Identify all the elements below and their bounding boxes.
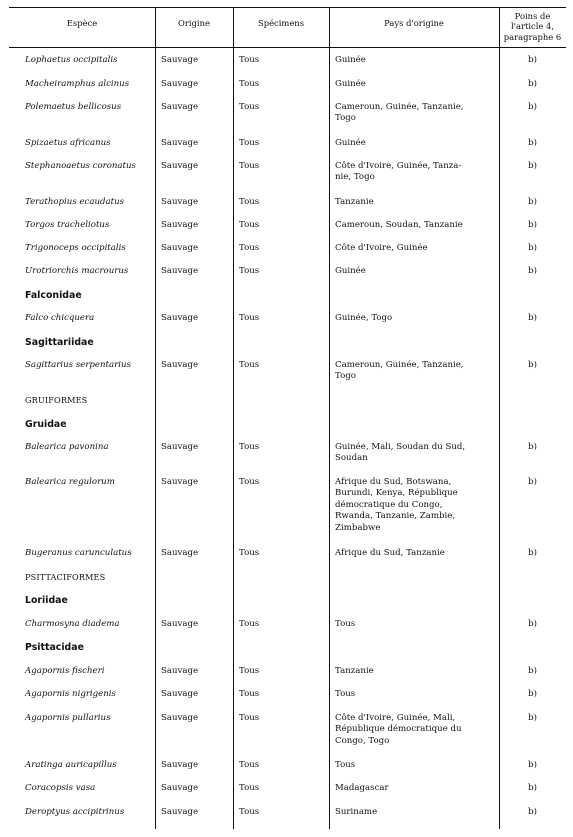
- specimens-cell: Tous: [239, 102, 260, 112]
- family-heading: Gruidae: [25, 419, 67, 430]
- column-divider: [233, 7, 234, 829]
- specimens-cell: Tous: [239, 197, 260, 207]
- origin-cell: Sauvage: [161, 783, 199, 793]
- article-point-cell: b): [528, 360, 537, 370]
- country-cell: Afrique du Sud, Botswana, Burundi, Kenya, République démocratique du Congo, Rwanda, Tanzanie, Zambie, Zimbabwe: [335, 477, 458, 533]
- specimens-cell: Tous: [239, 220, 260, 230]
- species-name: Lophaetus occipitalis: [25, 55, 118, 65]
- origin-cell: Sauvage: [161, 161, 199, 171]
- specimens-cell: Tous: [239, 79, 260, 89]
- country-cell: Tous: [335, 689, 356, 699]
- article-point-cell: b): [528, 220, 537, 230]
- article-point-cell: b): [528, 442, 537, 452]
- country-cell: Tanzanie: [335, 666, 374, 676]
- country-cell: Cameroun, Soudan, Tanzanie: [335, 220, 463, 230]
- specimens-cell: Tous: [239, 807, 260, 817]
- country-cell: Guinée: [335, 79, 366, 89]
- article-point-cell: b): [528, 807, 537, 817]
- species-name: Balearica pavonina: [25, 442, 109, 452]
- country-cell: Guinée: [335, 266, 366, 276]
- country-cell: Madagascar: [335, 783, 389, 793]
- article-point-cell: b): [528, 713, 537, 723]
- family-heading: Psittacidae: [25, 642, 84, 653]
- article-point-cell: b): [528, 55, 537, 65]
- order-heading: PSITTACIFORMES: [25, 572, 106, 582]
- country-cell: Tous: [335, 760, 356, 770]
- header-species: Espèce: [66, 18, 98, 28]
- article-point-cell: b): [528, 266, 537, 276]
- specimens-cell: Tous: [239, 161, 260, 171]
- country-cell: Côte d'Ivoire, Guinée, Tanza- nie, Togo: [335, 161, 462, 183]
- table-top-rule: [9, 7, 566, 8]
- country-cell: Tanzanie: [335, 197, 374, 207]
- origin-cell: Sauvage: [161, 138, 199, 148]
- origin-cell: Sauvage: [161, 666, 199, 676]
- species-name: Trigonoceps occipitalis: [25, 243, 126, 253]
- article-point-cell: b): [528, 689, 537, 699]
- country-cell: Suriname: [335, 807, 378, 817]
- specimens-cell: Tous: [239, 243, 260, 253]
- specimens-cell: Tous: [239, 548, 260, 558]
- species-name: Deroptyus accipitrinus: [25, 807, 125, 817]
- specimens-cell: Tous: [239, 266, 260, 276]
- order-heading: GRUIFORMES: [25, 395, 88, 405]
- species-name: Torgos tracheliotus: [25, 220, 110, 230]
- article-point-cell: b): [528, 161, 537, 171]
- article-point-cell: b): [528, 197, 537, 207]
- species-table: [9, 7, 566, 829]
- origin-cell: Sauvage: [161, 442, 199, 452]
- origin-cell: Sauvage: [161, 55, 199, 65]
- species-name: Agapornis fischeri: [25, 666, 105, 676]
- specimens-cell: Tous: [239, 783, 260, 793]
- origin-cell: Sauvage: [161, 477, 199, 487]
- header-country: Pays d'origine: [384, 18, 444, 28]
- species-name: Agapornis pullarius: [25, 713, 111, 723]
- specimens-cell: Tous: [239, 666, 260, 676]
- species-name: Agapornis nigrigenis: [25, 689, 116, 699]
- article-point-cell: b): [528, 243, 537, 253]
- country-cell: Cameroun, Guinée, Tanzanie, Togo: [335, 360, 464, 382]
- species-name: Charmosyna diadema: [25, 619, 120, 629]
- country-cell: Côte d'Ivoire, Guinée, Mali, République démocratique du Congo, Togo: [335, 713, 462, 746]
- specimens-cell: Tous: [239, 138, 260, 148]
- species-name: Polemaetus bellicosus: [25, 102, 122, 112]
- country-cell: Guinée: [335, 55, 366, 65]
- article-point-cell: b): [528, 477, 537, 487]
- species-name: Falco chicquera: [25, 313, 95, 323]
- country-cell: Afrique du Sud, Tanzanie: [335, 548, 445, 558]
- specimens-cell: Tous: [239, 360, 260, 370]
- country-cell: Guinée, Mali, Soudan du Sud, Soudan: [335, 442, 466, 464]
- country-cell: Tous: [335, 619, 356, 629]
- column-divider: [155, 7, 156, 829]
- specimens-cell: Tous: [239, 55, 260, 65]
- origin-cell: Sauvage: [161, 243, 199, 253]
- country-cell: Côte d'Ivoire, Guinée: [335, 243, 428, 253]
- article-point-cell: b): [528, 102, 537, 112]
- article-point-cell: b): [528, 619, 537, 629]
- header-bottom-rule: [9, 47, 566, 48]
- species-name: Terathopius ecaudatus: [25, 197, 125, 207]
- specimens-cell: Tous: [239, 713, 260, 723]
- specimens-cell: Tous: [239, 477, 260, 487]
- specimens-cell: Tous: [239, 760, 260, 770]
- origin-cell: Sauvage: [161, 760, 199, 770]
- origin-cell: Sauvage: [161, 79, 199, 89]
- species-name: Urotriorchis macrourus: [25, 266, 129, 276]
- origin-cell: Sauvage: [161, 807, 199, 817]
- species-name: Bugeranus carunculatus: [25, 548, 132, 558]
- origin-cell: Sauvage: [161, 548, 199, 558]
- species-name: Macheiramphus alcinus: [25, 79, 130, 89]
- origin-cell: Sauvage: [161, 360, 199, 370]
- species-name: Coracopsis vasa: [25, 783, 96, 793]
- specimens-cell: Tous: [239, 313, 260, 323]
- species-name: Spizaetus africanus: [25, 138, 111, 148]
- column-divider: [329, 7, 330, 829]
- origin-cell: Sauvage: [161, 197, 199, 207]
- species-name: Balearica regulorum: [25, 477, 115, 487]
- column-divider: [499, 7, 500, 829]
- article-point-cell: b): [528, 760, 537, 770]
- origin-cell: Sauvage: [161, 713, 199, 723]
- header-origin: Origine: [178, 18, 210, 28]
- origin-cell: Sauvage: [161, 313, 199, 323]
- origin-cell: Sauvage: [161, 220, 199, 230]
- family-heading: Sagittariidae: [25, 337, 94, 348]
- specimens-cell: Tous: [239, 689, 260, 699]
- country-cell: Guinée: [335, 138, 366, 148]
- specimens-cell: Tous: [239, 619, 260, 629]
- country-cell: Cameroun, Guinée, Tanzanie, Togo: [335, 102, 464, 124]
- family-heading: Loriidae: [25, 595, 68, 606]
- article-point-cell: b): [528, 548, 537, 558]
- species-name: Stephanoaetus coronatus: [25, 161, 136, 171]
- article-point-cell: b): [528, 666, 537, 676]
- origin-cell: Sauvage: [161, 102, 199, 112]
- article-point-cell: b): [528, 138, 537, 148]
- origin-cell: Sauvage: [161, 619, 199, 629]
- header-article-point: Poins de l'article 4, paragraphe 6: [503, 11, 562, 42]
- country-cell: Guinée, Togo: [335, 313, 393, 323]
- article-point-cell: b): [528, 313, 537, 323]
- header-specimens: Spécimens: [257, 18, 304, 28]
- species-name: Aratinga auricapillus: [25, 760, 117, 770]
- specimens-cell: Tous: [239, 442, 260, 452]
- origin-cell: Sauvage: [161, 689, 199, 699]
- family-heading: Falconidae: [25, 290, 82, 301]
- origin-cell: Sauvage: [161, 266, 199, 276]
- article-point-cell: b): [528, 783, 537, 793]
- article-point-cell: b): [528, 79, 537, 89]
- species-name: Sagittarius serpentarius: [25, 360, 131, 370]
